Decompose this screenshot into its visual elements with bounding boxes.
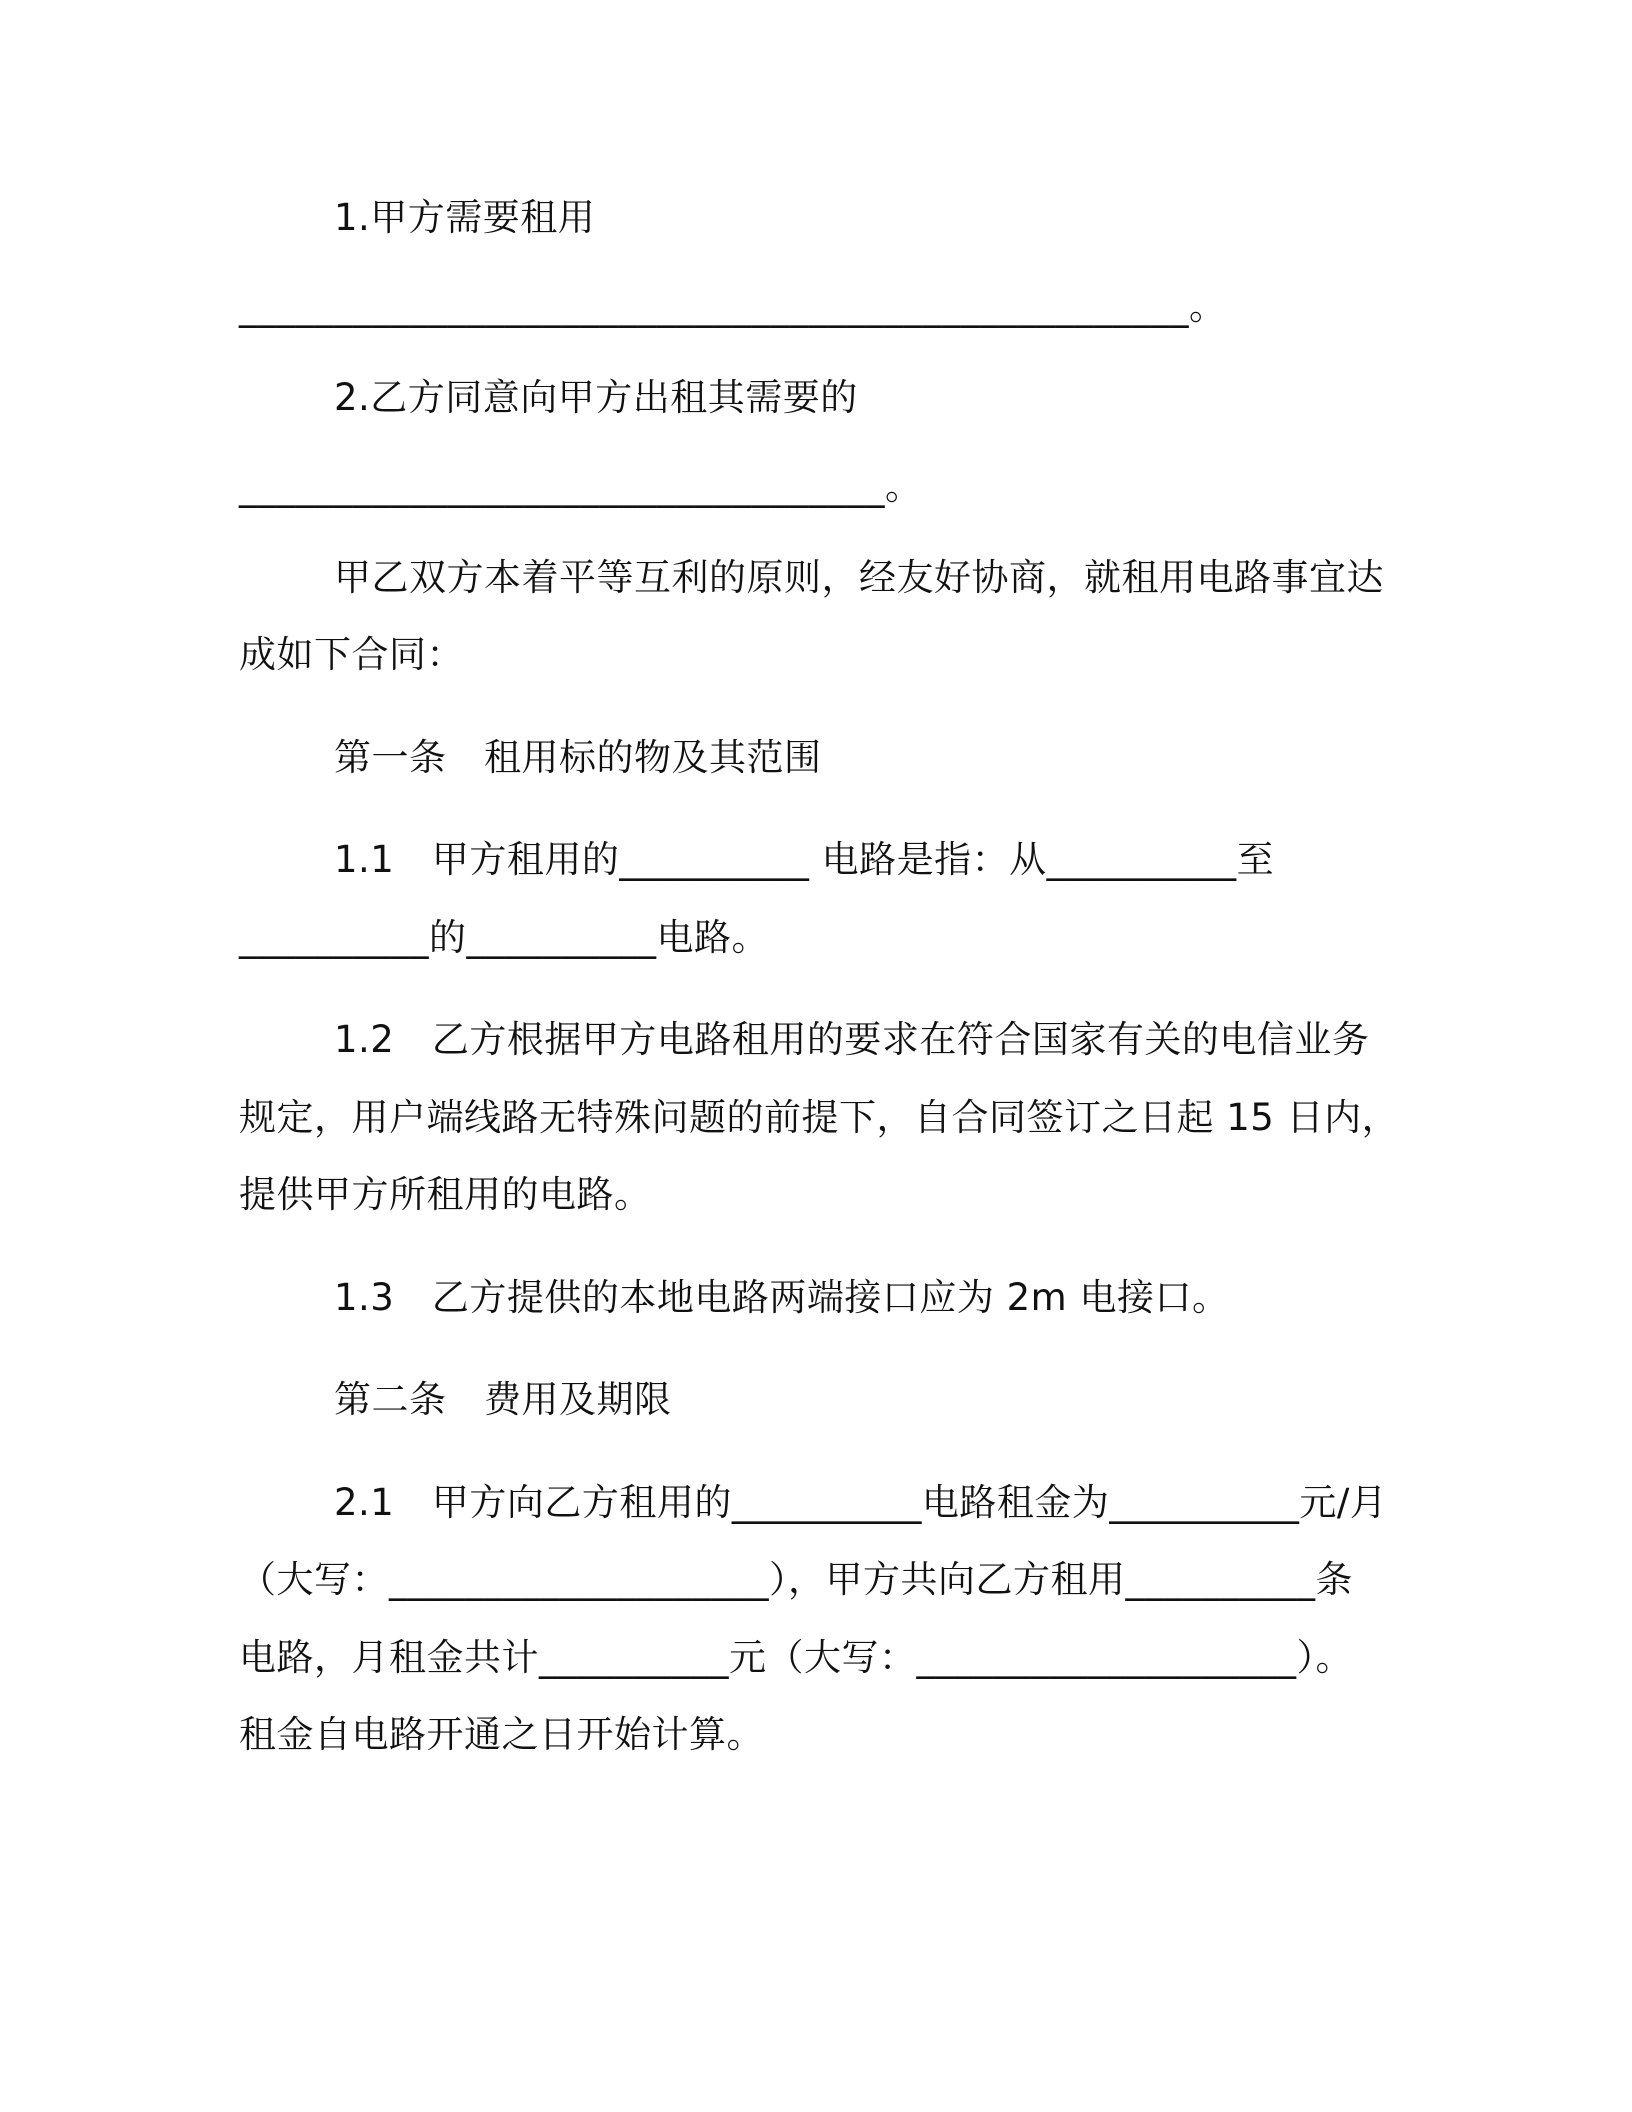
blank-line-1: __________________________________________________。 bbox=[239, 285, 1227, 328]
clause-2-1-line-1: 2.1 甲方向乙方租用的__________电路租金为__________元/月 bbox=[334, 1481, 1388, 1524]
clause-2-1-line-3: 电路，月租金共计__________元（大写：____________________）。 bbox=[239, 1636, 1353, 1679]
clause-2-1-line-4: 租金自电路开通之日开始计算。 bbox=[239, 1713, 764, 1756]
clause-2-1-line-2: （大写：____________________），甲方共向乙方租用__________条 bbox=[239, 1558, 1353, 1601]
blank-line-2: __________________________________。 bbox=[239, 465, 923, 508]
clause-item-2: 2.乙方同意向甲方出租其需要的 bbox=[334, 376, 858, 419]
clause-1-1-line-1: 1.1 甲方租用的__________ 电路是指：从__________至 bbox=[334, 838, 1275, 881]
preamble-line-2: 成如下合同： bbox=[239, 633, 464, 676]
clause-1-2-line-3: 提供甲方所租用的电路。 bbox=[239, 1173, 652, 1216]
clause-item-1: 1.甲方需要租用 bbox=[334, 196, 596, 239]
clause-1-2-line-2: 规定，用户端线路无特殊问题的前提下，自合同签订之日起 15 日内， bbox=[239, 1096, 1400, 1139]
article-2-heading: 第二条 费用及期限 bbox=[334, 1378, 672, 1421]
article-1-heading: 第一条 租用标的物及其范围 bbox=[334, 736, 822, 779]
clause-1-2-line-1: 1.2 乙方根据甲方电路租用的要求在符合国家有关的电信业务 bbox=[334, 1018, 1370, 1061]
clause-1-1-line-2: __________的__________电路。 bbox=[239, 916, 769, 959]
clause-1-3: 1.3 乙方提供的本地电路两端接口应为 2m 电接口。 bbox=[334, 1276, 1230, 1319]
preamble-line-1: 甲乙双方本着平等互利的原则，经友好协商，就租用电路事宜达 bbox=[334, 556, 1384, 599]
